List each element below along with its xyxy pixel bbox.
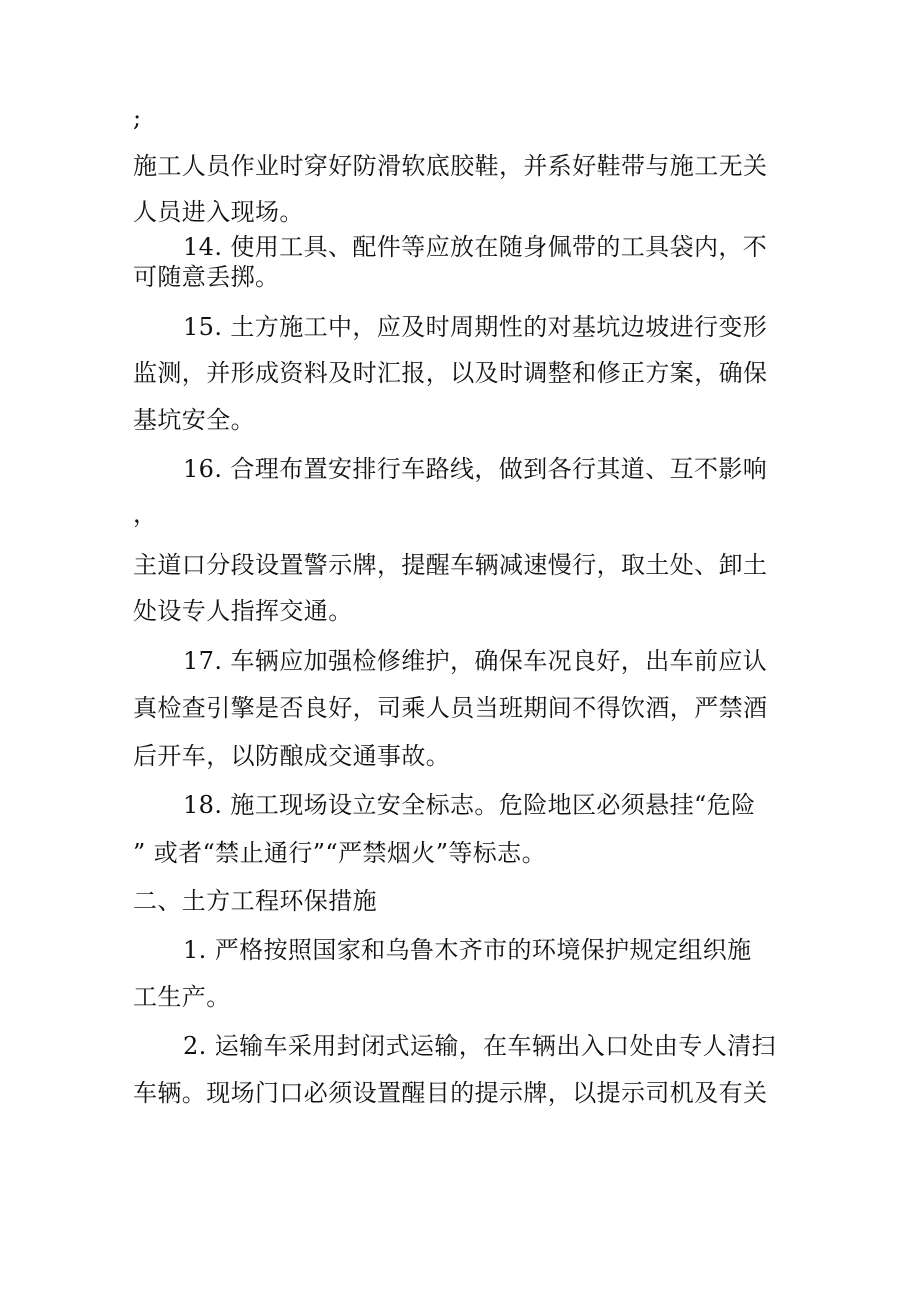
- text-line: 车辆。现场门口必须设置醒目的提示牌，以提示司机及有关: [133, 1079, 768, 1107]
- text-line: 17. 车辆应加强检修维护，确保车况良好，出车前应认: [183, 647, 768, 675]
- text-line: 工生产。: [133, 983, 231, 1011]
- text-line: 16. 合理布置安排行车路线，做到各行其道、互不影响: [183, 455, 768, 483]
- text-line: 1. 严格按照国家和乌鲁木齐市的环境保护规定组织施: [183, 936, 752, 964]
- text-line: 15. 土方施工中，应及时周期性的对基坑边坡进行变形: [183, 313, 768, 341]
- text-line: 真检查引擎是否良好，司乘人员当班期间不得饮酒，严禁酒: [133, 694, 768, 722]
- text-line: 主道口分段设置警示牌，提醒车辆减速慢行，取土处、卸土: [133, 551, 768, 579]
- text-line: 处设专人指挥交通。: [133, 597, 353, 625]
- text-line: 基坑安全。: [133, 406, 255, 434]
- text-line: 施工人员作业时穿好防滑软底胶鞋，并系好鞋带与施工无关: [133, 152, 768, 180]
- text-line: ，: [133, 500, 158, 528]
- text-line: 2. 运输车采用封闭式运输，在车辆出入口处由专人清扫: [183, 1032, 776, 1060]
- text-line: ” 或者“禁止通行”“严禁烟火”等标志。: [133, 839, 546, 867]
- text-line: 可随意丢掷。: [133, 263, 280, 291]
- text-line: 后开车，以防酿成交通事故。: [133, 742, 451, 770]
- text-line: ;: [133, 104, 142, 132]
- text-line: 18. 施工现场设立安全标志。危险地区必须悬挂“危险: [183, 791, 756, 819]
- text-line: 14. 使用工具、配件等应放在随身佩带的工具袋内，不: [183, 233, 768, 261]
- text-line: 人员进入现场。: [133, 198, 304, 226]
- section-heading: 二、土方工程环保措施: [133, 887, 377, 915]
- text-line: 监测，并形成资料及时汇报，以及时调整和修正方案，确保: [133, 359, 768, 387]
